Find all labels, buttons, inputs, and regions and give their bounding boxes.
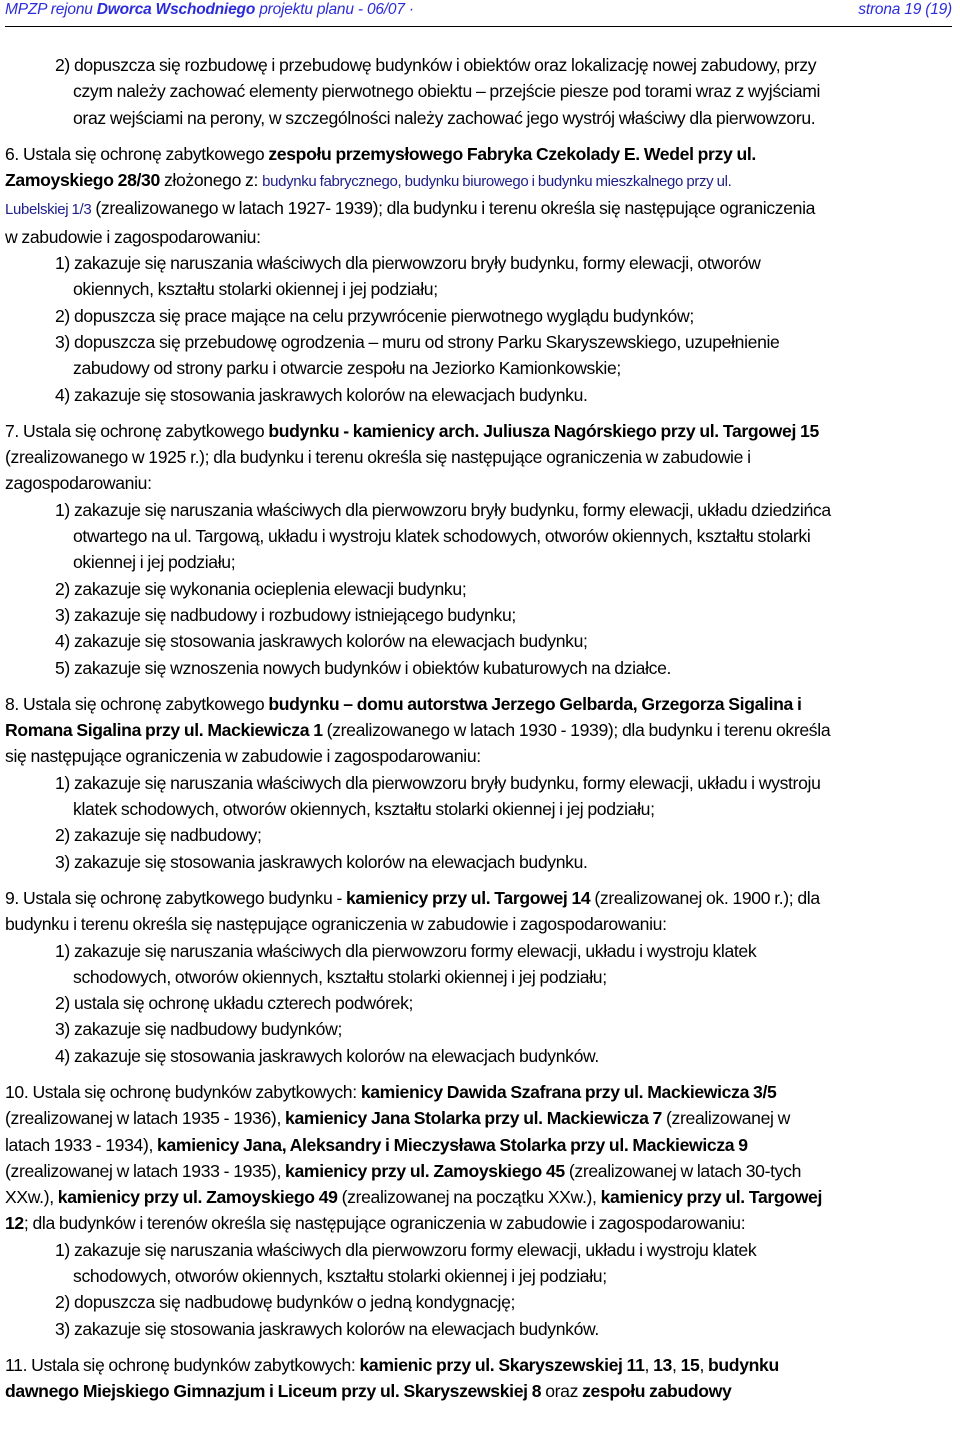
text-line: 12; dla budynków i terenów określa się następujące ograniczenia w zabudowie i zagospodarowaniu: (5, 1213, 746, 1234)
text-line: latach 1933 - 1934), kamienicy Jana, Aleksandry i Mieczysława Stolarka przy ul. Mackiewicza 9 (5, 1134, 748, 1155)
list-item: 3) zakazuje się stosowania jaskrawych kolorów na elewacjach budynku. (55, 851, 588, 872)
text-line: 2) dopuszcza się rozbudowę i przebudowę budynków i obiektów oraz lokalizację nowej zabudowy, przy (55, 55, 817, 75)
text-line: 9. Ustala się ochronę zabytkowego budynku - kamienicy przy ul. Targowej 14 (zrealizowanej ok. 1900 r.); dla (5, 887, 820, 908)
section-10 (5, 1079, 953, 1342)
text-line: 7. Ustala się ochronę zabytkowego budynku - kamienicy arch. Juliusza Nagórskiego przy ul. Targowej 15 (5, 420, 819, 441)
text-line: zagospodarowaniu: (5, 473, 152, 494)
document-body (5, 52, 953, 1405)
section-9 (5, 885, 953, 1069)
text-line: 6. Ustala się ochronę zabytkowego zespołu przemysłowego Fabryka Czekolady E. Wedel przy ul. (5, 143, 756, 164)
text-line: dawnego Miejskiego Gimnazjum i Liceum przy ul. Skaryszewskiej 8 oraz zespołu zabudowy (5, 1381, 732, 1402)
list-item: 4) zakazuje się stosowania jaskrawych kolorów na elewacjach budynku; (55, 631, 588, 652)
text-line: oraz wejściami na perony, w szczególności należy zachować jego wystrój właściwy dla pierwowzoru. (73, 107, 816, 128)
list-item: 4) zakazuje się stosowania jaskrawych kolorów na elewacjach budynków. (55, 1045, 599, 1066)
list-item: 2) ustala się ochronę układu czterech podwórek; (55, 993, 414, 1014)
list-item: 1) zakazuje się naruszania właściwych dla pierwowzoru bryły budynku, formy elewacji, układu i wystroju (55, 772, 821, 793)
section-7 (5, 418, 953, 681)
text-line: budynku i terenu określa się następujące ograniczenia w zabudowie i zagospodarowaniu: (5, 914, 667, 935)
list-item: 2) dopuszcza się prace mające na celu przywrócenie pierwotnego wyglądu budynków; (55, 305, 694, 326)
list-item: 3) zakazuje się nadbudowy i rozbudowy istniejącego budynku; (55, 604, 516, 625)
section-8 (5, 691, 953, 875)
list-item-continuation: schodowych, otworów okiennych, kształtu stolarki okiennej i jej podziału; (73, 1266, 607, 1287)
list-item-continuation: klatek schodowych, otworów okiennych, kształtu stolarki okiennej i jej podziału; (73, 799, 655, 820)
section-6 (5, 141, 953, 408)
text-line: 10. Ustala się ochronę budynków zabytkowych: kamienicy Dawida Szafrana przy ul. Mackiewicza 3/5 (5, 1081, 777, 1102)
list-item-continuation: okiennych, kształtu stolarki okiennej i jej podziału; (73, 279, 438, 300)
list-item-continuation: okiennej i jej podziału; (73, 552, 236, 573)
list-item: 2) dopuszcza się nadbudowę budynków o jedną kondygnację; (55, 1292, 516, 1313)
item-2-continuation (5, 52, 953, 131)
text-line: Romana Sigalina przy ul. Mackiewicza 1 (zrealizowanego w latach 1930 - 1939); dla budynku i terenu określa (5, 720, 831, 741)
text-line: (zrealizowanej w latach 1933 - 1935), kamienicy przy ul. Zamoyskiego 45 (zrealizowanej w latach 30-tych (5, 1160, 801, 1181)
list-item-continuation: zabudowy od strony parku i otwarcie zespołu na Jeziorko Kamionkowskie; (73, 358, 621, 379)
section-11 (5, 1352, 953, 1405)
list-item: 2) zakazuje się wykonania ocieplenia elewacji budynku; (55, 578, 467, 599)
page-header (5, 0, 952, 27)
text-line: się następujące ograniczenia w zabudowie i zagospodarowaniu: (5, 746, 481, 767)
header-page-number: strona 19 (19) (858, 1, 952, 18)
text-line: XXw.), kamienicy przy ul. Zamoyskiego 49 (zrealizowanej na początku XXw.), kamienicy przy ul. Targowej (5, 1187, 823, 1208)
list-item: 1) zakazuje się naruszania właściwych dla pierwowzoru bryły budynku, formy elewacji, układu dziedzińca (55, 499, 831, 520)
list-item: 3) zakazuje się stosowania jaskrawych kolorów na elewacjach budynków. (55, 1318, 599, 1339)
text-line: 11. Ustala się ochronę budynków zabytkowych: kamienic przy ul. Skaryszewskiej 11, 13, 15, budynku (5, 1354, 779, 1375)
list-item: 1) zakazuje się naruszania właściwych dla pierwowzoru formy elewacji, układu i wystroju klatek (55, 940, 757, 961)
list-item-continuation: otwartego na ul. Targową, układu i wystroju klatek schodowych, otworów okiennych, kształtu stolarki (73, 526, 811, 547)
text-line: Zamoyskiego 28/30 złożonego z: budynku fabrycznego, budynku biurowego i budynku mieszkalnego przy ul. (5, 170, 732, 191)
text-line: 8. Ustala się ochronę zabytkowego budynku – domu autorstwa Jerzego Gelbarda, Grzegorza Sigalina i (5, 693, 802, 714)
list-item: 2) zakazuje się nadbudowy; (55, 825, 262, 846)
list-item-continuation: schodowych, otworów okiennych, kształtu stolarki okiennej i jej podziału; (73, 966, 607, 987)
list-item: 5) zakazuje się wznoszenia nowych budynków i obiektów kubaturowych na działce. (55, 657, 672, 678)
text-line: Lubelskiej 1/3 (zrealizowanego w latach 1927- 1939); dla budynku i terenu określa się następujące ograniczenia (5, 198, 816, 219)
list-item: 3) dopuszcza się przebudowę ogrodzenia – muru od strony Parku Skaryszewskiego, uzupełnienie (55, 331, 780, 352)
header-title: MPZP rejonu Dworca Wschodniego projektu planu - 06/07 · (5, 1, 414, 18)
list-item: 3) zakazuje się nadbudowy budynków; (55, 1019, 342, 1040)
list-item: 1) zakazuje się naruszania właściwych dla pierwowzoru bryły budynku, formy elewacji, otworów (55, 253, 761, 274)
text-line: w zabudowie i zagospodarowaniu: (5, 226, 261, 247)
text-line: czym należy zachować elementy pierwotnego obiektu – przejście piesze pod torami wraz z wyjściami (73, 81, 821, 102)
text-line: (zrealizowanej w latach 1935 - 1936), kamienicy Jana Stolarka przy ul. Mackiewicza 7 (zrealizowanej w (5, 1108, 790, 1129)
text-line: (zrealizowanego w 1925 r.); dla budynku i terenu określa się następujące ograniczenia w zabudowie i (5, 447, 751, 468)
list-item: 4) zakazuje się stosowania jaskrawych kolorów na elewacjach budynku. (55, 384, 588, 405)
list-item: 1) zakazuje się naruszania właściwych dla pierwowzoru formy elewacji, układu i wystroju klatek (55, 1239, 757, 1260)
